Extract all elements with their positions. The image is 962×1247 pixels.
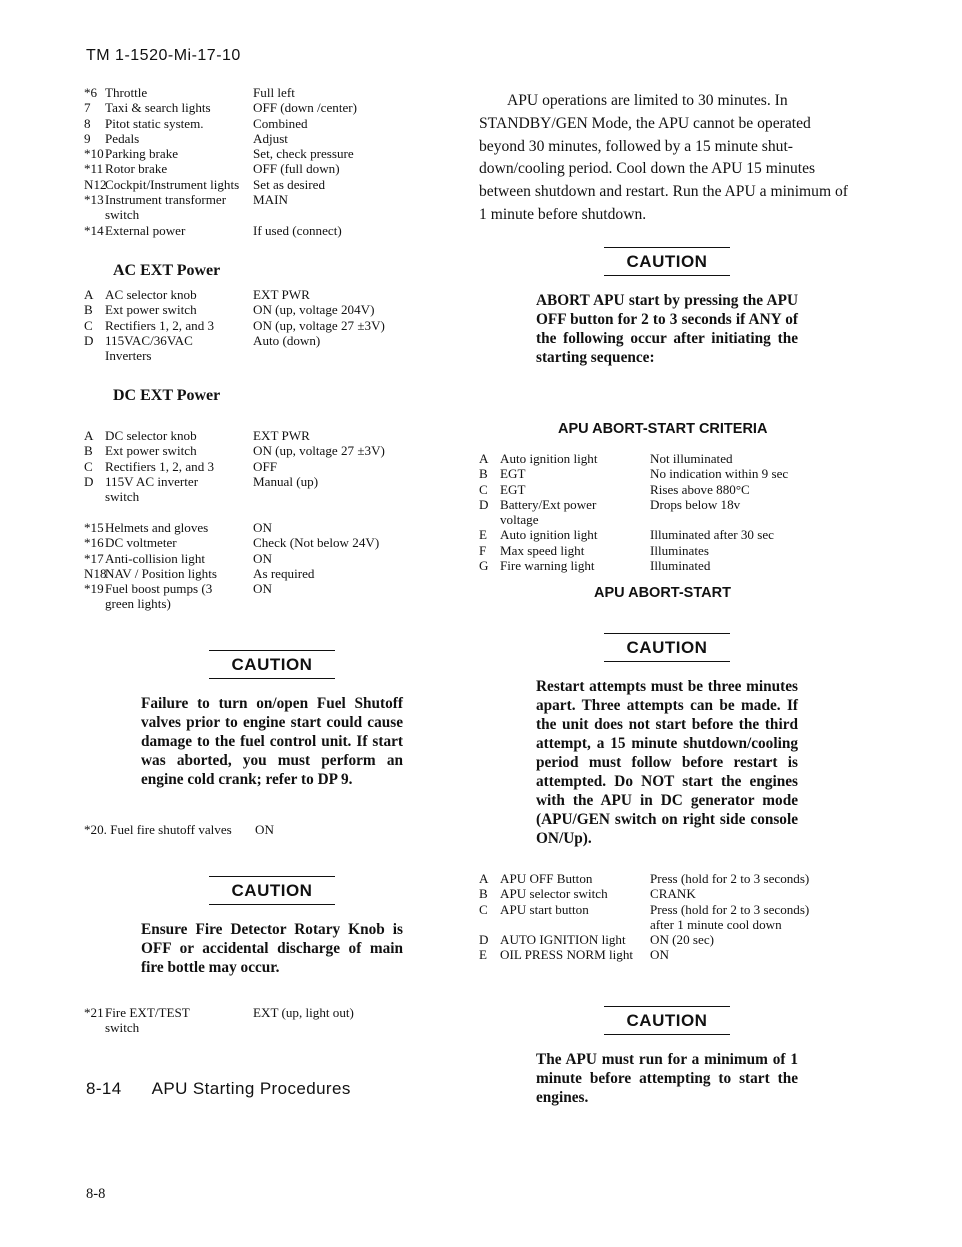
document-header: TM 1-1520-Mi-17-10 [86, 47, 241, 64]
caution-label: CAUTION [604, 247, 730, 276]
caution-text-fire-detector: Ensure Fire Detector Rotary Knob is OFF or accidental discharge of main fire bottle may occur. [141, 921, 403, 976]
footer-section-title [86, 1079, 351, 1099]
list-item: N12 Cockpit/Instrument lights Set as desired [84, 176, 325, 192]
caution-label: CAUTION [604, 633, 730, 662]
list-item: C EGT Rises above 880°C [479, 481, 750, 497]
item-21 [84, 1005, 424, 1036]
list-item: *19 Fuel boost pumps (3 green lights) ON [84, 581, 272, 612]
section-number: 8-14 [86, 1079, 122, 1098]
section-title: APU Starting Procedures [151, 1079, 351, 1098]
list-item: D AUTO IGNITION light ON (20 sec) [479, 932, 714, 948]
list-item: B EGT No indication within 9 sec [479, 466, 789, 482]
list-item: *6 Throttle Full left [84, 85, 295, 100]
list-item: *11 Rotor brake OFF (full down) [84, 161, 340, 177]
list-item: *10 Parking brake Set, check pressure [84, 146, 354, 162]
dc-ext-power-list [84, 428, 424, 504]
list-item: D 115VAC/36VAC Inverters Auto (down) [84, 332, 321, 364]
ac-ext-power-list [84, 287, 424, 363]
list-item: E Auto ignition light Illuminated after 30 sec [479, 527, 774, 543]
list-item: *13 Instrument transformer switch MAIN [84, 192, 288, 223]
list-item: A DC selector knob EXT PWR [84, 428, 310, 443]
ac-ext-power-heading: AC EXT Power [113, 262, 221, 279]
list-item: F Max speed light Illuminates [479, 542, 709, 558]
list-item: C Rectifiers 1, 2, and 3 OFF [84, 458, 278, 474]
abort-criteria-heading: APU ABORT-START CRITERIA [558, 421, 768, 437]
dc-ext-power-heading: DC EXT Power [113, 387, 221, 404]
list-item: *17 Anti-collision light ON [84, 550, 272, 566]
abort-criteria-list [479, 451, 859, 573]
caution-text-apu-run: The APU must run for a minimum of 1 minute before attempting to start the engines. [536, 1051, 798, 1106]
apu-start-list [479, 871, 859, 963]
list-item: N18 NAV / Position lights As required [84, 565, 315, 581]
caution-label: CAUTION [209, 876, 335, 905]
caution-label: CAUTION [209, 650, 335, 679]
list-item: C APU start button Press (hold for 2 to 3 seconds) after 1 minute cool down [479, 901, 810, 932]
list-item: 9 Pedals Adjust [84, 130, 288, 146]
caution-text-abort-apu: ABORT APU start by pressing the APU OFF button for 2 to 3 seconds if ANY of the following occur after initiating the starting sequence: [536, 292, 798, 366]
list-item: *14 External power If used (connect) [84, 222, 342, 238]
list-item: B Ext power switch ON (up, voltage 204V) [84, 302, 375, 318]
list-item: C Rectifiers 1, 2, and 3 ON (up, voltage 27 ±3V) [84, 317, 385, 333]
caution-label: CAUTION [604, 1006, 730, 1035]
checklist-2 [84, 520, 424, 612]
list-item: 8 Pitot static system. Combined [84, 115, 308, 131]
caution-text-fuel-shutoff: Failure to turn on/open Fuel Shutoff valves prior to engine start could cause damage to the fuel control unit. If start was aborted, you must perform an engine cold crank; refer to DP 9. [141, 695, 403, 788]
list-item: B APU selector switch CRANK [479, 886, 696, 902]
list-item: A APU OFF Button Press (hold for 2 to 3 seconds) [479, 871, 810, 886]
list-item: G Fire warning light Illuminated [479, 558, 711, 574]
list-item: D 115V AC inverter switch Manual (up) [84, 473, 319, 505]
list-item: *16 DC voltmeter Check (Not below 24V) [84, 535, 380, 551]
caution-text-restart: Restart attempts must be three minutes apart. Three attempts can be made. If the unit does not start before the third attempt, a 15 minute shutdown/cooling period must follow before restart is attempted. Do NOT start the engines with the APU in DC generator mode (APU/GEN switch on right side console ON/Up). [536, 678, 798, 847]
apu-operations-paragraph: APU operations are limited to 30 minutes. In STANDBY/GEN Mode, the APU cannot be operated beyond 30 minutes, followed by a 15 minute shut-down/cooling period. Cool down the APU 15 minutes between shutdown and restart. Run the APU a minimum of 1 minute before shutdown. [479, 92, 848, 223]
abort-start-heading: APU ABORT-START [594, 585, 731, 601]
page-number: 8-8 [86, 1186, 106, 1202]
list-item: E OIL PRESS NORM light ON [479, 947, 669, 963]
list-item: D Battery/Ext power voltage Drops below 18v [479, 496, 741, 528]
list-item: A AC selector knob EXT PWR [84, 287, 310, 302]
list-item: 7 Taxi & search lights OFF (down /center) [84, 100, 358, 116]
item-20-value: ON [255, 822, 274, 837]
list-item: *15 Helmets and gloves ON [84, 520, 272, 535]
item-20-label: *20. Fuel fire shutoff valves [84, 822, 232, 837]
checklist-1 [84, 85, 424, 238]
item-20 [84, 822, 424, 837]
list-item: *21 Fire EXT/TEST switch EXT (up, light out) [84, 1005, 354, 1036]
list-item: B Ext power switch ON (up, voltage 27 ±3V) [84, 443, 385, 459]
list-item: A Auto ignition light Not illuminated [479, 451, 733, 466]
